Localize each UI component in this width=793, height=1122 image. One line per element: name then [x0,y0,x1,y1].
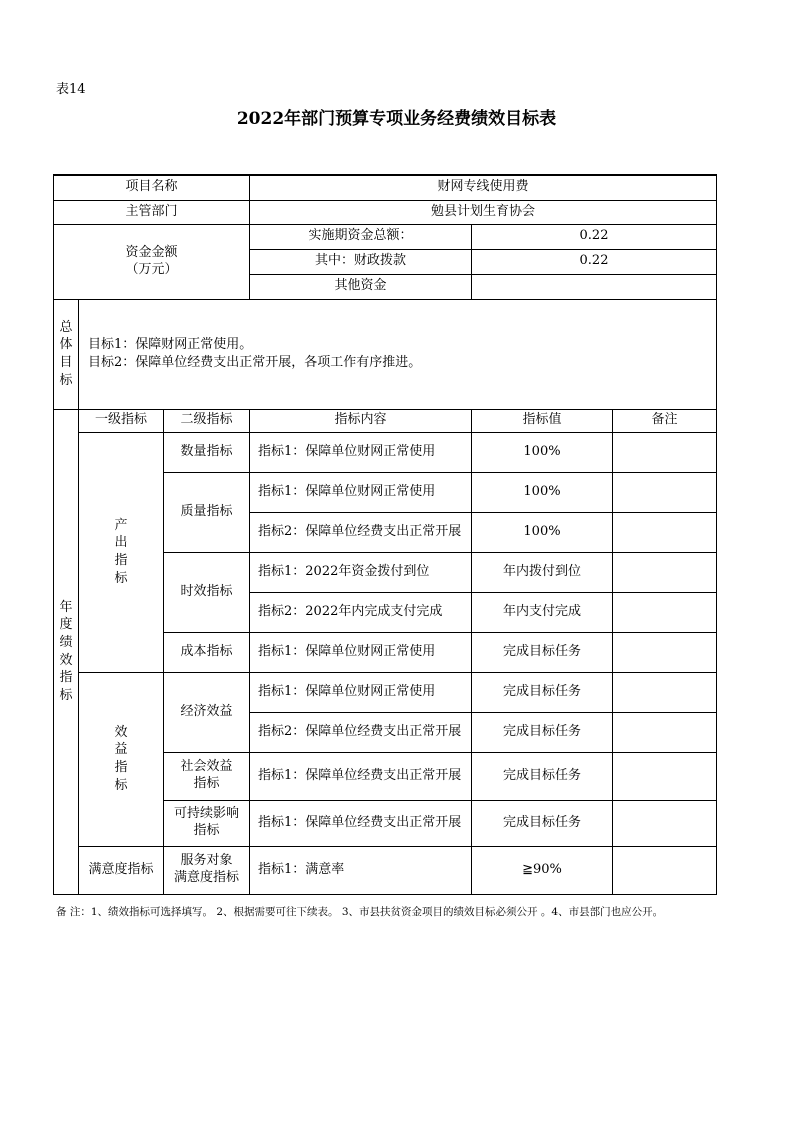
indicator-remark [613,632,717,672]
economic-benefit-indicator: 经济效益 [164,672,250,752]
header-value: 指标值 [472,409,613,432]
indicator-content: 指标1：保障单位财网正常使用 [250,472,472,512]
footnote: 备 注：1、绩效指标可选择填写。 2、根据需要可往下续表。 3、市县扶贫资金项目的绩效目标必须公开 。4、市县部门也应公开。 [56,906,664,918]
department-label: 主管部门 [54,200,250,224]
goal-line-1: 目标1：保障财网正常使用。 [88,336,253,352]
page-title: 2022年部门预算专项业务经费绩效目标表 [236,109,557,129]
benefit-indicators-label: 效 益 指 标 [79,672,164,846]
fund-other-value [472,274,717,299]
quantity-indicator: 数量指标 [164,432,250,472]
social-benefit-indicator: 社会效益 指标 [164,752,250,800]
project-name-value: 财网专线使用费 [250,175,717,200]
indicator-value: 年内支付完成 [472,592,613,632]
table-number: 表14 [56,82,86,97]
project-name-label: 项目名称 [54,175,250,200]
service-satisfaction-indicator: 服务对象 满意度指标 [164,846,250,894]
indicator-content: 指标1：保障单位财网正常使用 [250,672,472,712]
indicator-content: 指标1：保障单位经费支出正常开展 [250,752,472,800]
department-row [54,200,717,224]
indicator-content: 指标2：保障单位经费支出正常开展 [250,512,472,552]
project-name-row [54,175,717,200]
fund-other-label: 其他资金 [250,274,472,299]
indicator-remark [613,592,717,632]
indicator-content: 指标2：2022年内完成支付完成 [250,592,472,632]
header-level2: 二级指标 [164,409,250,432]
header-remark: 备注 [613,409,717,432]
fund-fiscal-value: 0.22 [472,249,717,274]
fund-total-row [54,224,717,249]
goal-line-2: 目标2：保障单位经费支出正常开展，各项工作有序推进。 [88,355,422,370]
indicator-value: 100% [472,432,613,472]
indicator-value: ≧90% [472,846,613,894]
indicator-content: 指标2：保障单位经费支出正常开展 [250,712,472,752]
indicator-value: 完成目标任务 [472,712,613,752]
indicator-content: 指标1：保障单位财网正常使用 [250,632,472,672]
overall-goals-row [54,299,717,409]
header-level1: 一级指标 [79,409,164,432]
indicator-header-row [54,409,717,432]
indicator-remark [613,672,717,712]
indicator-remark [613,846,717,894]
department-value: 勉县计划生育协会 [250,200,717,224]
indicator-content: 指标1：满意率 [250,846,472,894]
indicator-value: 完成目标任务 [472,632,613,672]
sustainability-indicator: 可持续影响 指标 [164,800,250,846]
performance-target-table [53,174,717,895]
fund-total-label: 实施期资金总额： [250,224,472,249]
indicator-remark [613,512,717,552]
table-row [54,846,717,894]
cost-indicator: 成本指标 [164,632,250,672]
indicator-remark [613,712,717,752]
indicator-remark [613,432,717,472]
indicator-content: 指标1：2022年资金拨付到位 [250,552,472,592]
quality-indicator: 质量指标 [164,472,250,552]
indicator-value: 年内拨付到位 [472,552,613,592]
fund-amount-label [54,224,250,299]
indicator-content: 指标1：保障单位财网正常使用 [250,432,472,472]
indicator-remark [613,800,717,846]
header-content: 指标内容 [250,409,472,432]
indicator-value: 完成目标任务 [472,800,613,846]
fund-amount-label-line2: （万元） [125,261,178,277]
indicator-value: 100% [472,472,613,512]
indicator-value: 100% [472,512,613,552]
indicator-remark [613,552,717,592]
fund-fiscal-label: 其中：财政拨款 [250,249,472,274]
indicator-content: 指标1：保障单位经费支出正常开展 [250,800,472,846]
table-row [54,432,717,472]
fund-amount-label-line1: 资金金额 [125,244,178,260]
overall-goals-text [79,299,717,409]
indicator-remark [613,472,717,512]
table-row [54,672,717,712]
indicator-value: 完成目标任务 [472,752,613,800]
annual-indicators-label: 年 度 绩 效 指 标 [54,409,79,894]
indicator-remark [613,752,717,800]
timeliness-indicator: 时效指标 [164,552,250,632]
fund-total-value: 0.22 [472,224,717,249]
indicator-value: 完成目标任务 [472,672,613,712]
output-indicators-label: 产 出 指 标 [79,432,164,672]
satisfaction-indicators-label: 满意度指标 [79,846,164,894]
overall-goals-label: 总 体 目 标 [54,299,79,409]
